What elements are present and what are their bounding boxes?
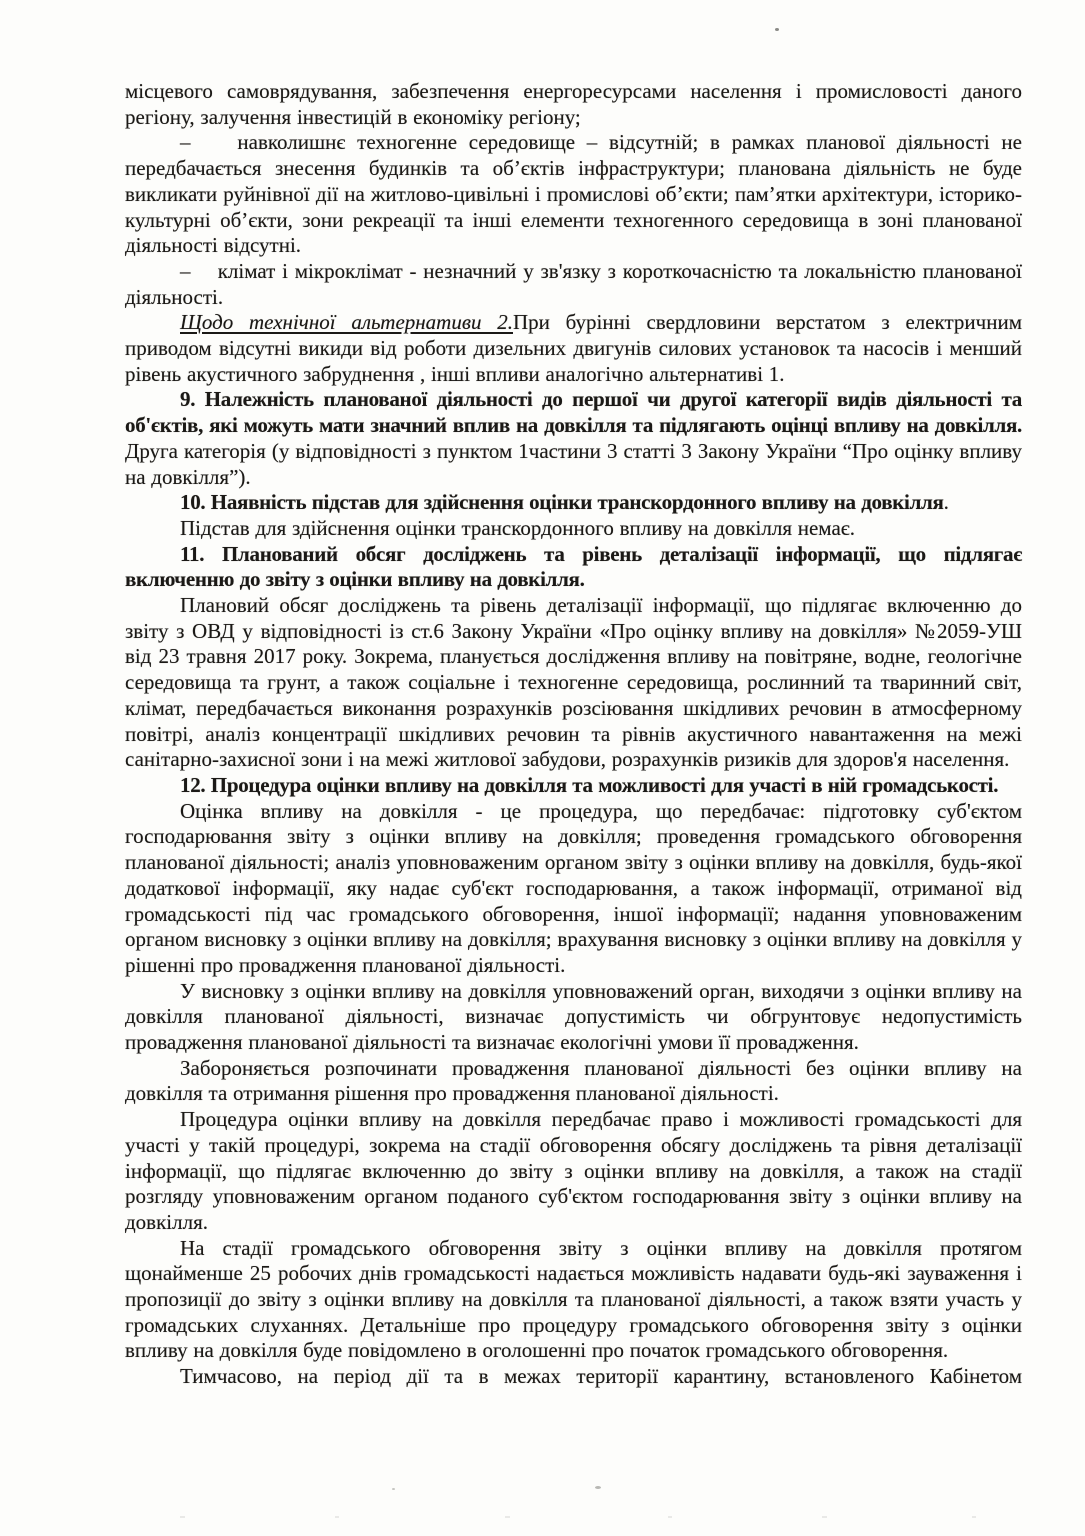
text-run-normal: У висновку з оцінки впливу на довкілля уповноважений орган, виходячи з оцінки впливу на довкілля планованої діяльності, визначає допустимість чи обгрунтовує недопустимість провадження планованої діяльності та визначає екологічні умови її провадження. <box>125 978 1022 1055</box>
scan-noise <box>972 1516 976 1518</box>
text-run-normal: Друга категорія (у відповідності з пунктом 1частини 3 статті 3 Закону України “Про оцінку впливу на довкілля”). <box>125 438 1022 489</box>
document-body <box>125 79 1022 1390</box>
paragraph-1 <box>125 79 1022 130</box>
text-run-italic-underline: Щодо технічної альтернативи 2. <box>180 310 513 335</box>
text-run-normal: Оцінка впливу на довкілля - це процедура, що передбачає: підготовку суб'єктом господарювання звіту з оцінки впливу на довкілля; проведення громадського обговорення планованої діяльності; аналіз уповноваженим органом звіту з оцінки впливу на довкілля, будь-якої додаткової інформації, яку надає суб'єкт господарювання, а також інформації, отриманої від громадськості під час громадського обговорення, іншої інформації; надання уповноваженим органом висновку з оцінки впливу на довкілля; врахування висновку з оцінки впливу на довкілля у рішенні про провадження планованої діяльності. <box>125 798 1022 977</box>
text-run-normal: Тимчасово, на період дії та в межах території карантину, встановленого Кабінетом <box>180 1364 1022 1389</box>
paragraph-7 <box>125 516 1022 542</box>
scan-speck <box>392 1488 395 1490</box>
paragraph-16 <box>125 1364 1022 1390</box>
scan-noise <box>180 1516 185 1518</box>
text-run-bold: 10. Наявність підстав для здійснення оцінки транскордонного впливу на довкілля <box>180 490 944 515</box>
scan-noise <box>668 1516 672 1518</box>
text-run-normal: – клімат і мікроклімат - незначний у зв'язку з короткочасністю та локальністю планованої діяльності. <box>125 258 1022 309</box>
paragraph-6 <box>125 490 1022 516</box>
scan-speck <box>595 1486 601 1489</box>
paragraph-2 <box>125 130 1022 259</box>
paragraph-13 <box>125 1056 1022 1107</box>
text-run-normal: місцевого самоврядування, забезпечення енергоресурсами населення і промисловості даного регіону, залучення інвестицій в економіку регіону; <box>125 79 1022 129</box>
text-run-normal: Плановий обсяг досліджень та рівень деталізації інформації, що підлягає включенню до звіту з ОВД у відповідності із ст.6 Закону України «Про оцінку впливу на довкілля» №2059-УШ від 23 травня 2017 року. Зокрема, планується дослідження впливу на повітряне, водне, геологічне середовища та грунт, а також соціальне і техногенне середовища, рослинний та тваринний світ, клімат, передбачається виконання розрахунків розсіювання шкідливих речовин в атмосферному повітрі, аналіз концентрації шкідливих речовин та рівнів акустичного навантаження на межі санітарно-захисної зони і на межі житлової забудови, розрахунків ризиків для здоров'я населення. <box>125 593 1022 772</box>
scan-speck <box>775 28 779 31</box>
text-run-normal: – навколишнє техногенне середовище – відсутній; в рамках планової діяльності не передбачається знесення будинків та об’єктів інфраструктури; планована діяльність не буде викликати руйнівної дії на житлово-цивільні і промислові об’єкти; пам’ятки архітектури, історико-культурні об’єкти, зони рекреації та інші елементи техногенного середовища в зоні планованої діяльності відсутні. <box>125 130 1022 258</box>
paragraph-12 <box>125 979 1022 1056</box>
text-run-normal: . <box>943 490 949 515</box>
paragraph-11 <box>125 799 1022 979</box>
scan-noise <box>335 1516 339 1518</box>
paragraph-3 <box>125 259 1022 310</box>
paragraph-4 <box>125 310 1022 387</box>
scan-noise <box>505 1516 510 1518</box>
text-run-normal: Процедура оцінки впливу на довкілля передбачає право і можливості громадськості для участі у такій процедурі, зокрема на стадії обговорення обсягу досліджень та рівня деталізації інформації, що підлягає включенню до звіту з оцінки впливу на довкілля, а також на стадії розгляду уповноваженим органом поданого суб'єктом господарювання звіту з оцінки впливу на довкілля. <box>125 1107 1022 1234</box>
paragraph-9 <box>125 593 1022 773</box>
text-run-normal: На стадії громадського обговорення звіту з оцінки впливу на довкілля протягом щонайменше 25 робочих днів громадськості надається можливість надавати будь-які зауваження і пропозиції до звіту з оцінки впливу на довкілля та планованої діяльності, а також взяти участь у громадських слуханнях. Детальніше про процедуру громадського обговорення звіту з оцінки впливу на довкілля буде повідомлено в оголошенні про початок громадського обговорення. <box>125 1235 1022 1363</box>
scan-noise <box>822 1516 827 1518</box>
paragraph-14 <box>125 1107 1022 1236</box>
text-run-normal: Підстав для здійснення оцінки транскордонного впливу на довкілля немає. <box>180 515 856 540</box>
paragraph-15 <box>125 1236 1022 1365</box>
text-run-normal: Забороняється розпочинати провадження планованої діяльності без оцінки впливу на довкілля та отримання рішення про провадження планованої діяльності. <box>125 1055 1022 1106</box>
text-run-bold: 9. Належність планованої діяльності до першої чи другої категорії видів діяльності та об'єктів, які можуть мати значний вплив на довкілля та підлягають оцінці впливу на довкілля. <box>125 387 1022 438</box>
paragraph-8 <box>125 542 1022 593</box>
text-run-normal: При бурінні свердловини верстатом з електричним приводом відсутні викиди від роботи дизельних двигунів силових установок та насосів і менший рівень акустичного забруднення , інші впливи аналогічно альтернативі 1. <box>125 310 1022 386</box>
text-run-bold: 12. Процедура оцінки впливу на довкілля та можливості для участі в ній громадськості. <box>180 772 999 797</box>
paragraph-10 <box>125 773 1022 799</box>
paragraph-5 <box>125 387 1022 490</box>
text-run-bold: 11. Планований обсяг досліджень та рівень деталізації інформації, що підлягає включенню до звіту з оцінки впливу на довкілля. <box>125 541 1022 592</box>
